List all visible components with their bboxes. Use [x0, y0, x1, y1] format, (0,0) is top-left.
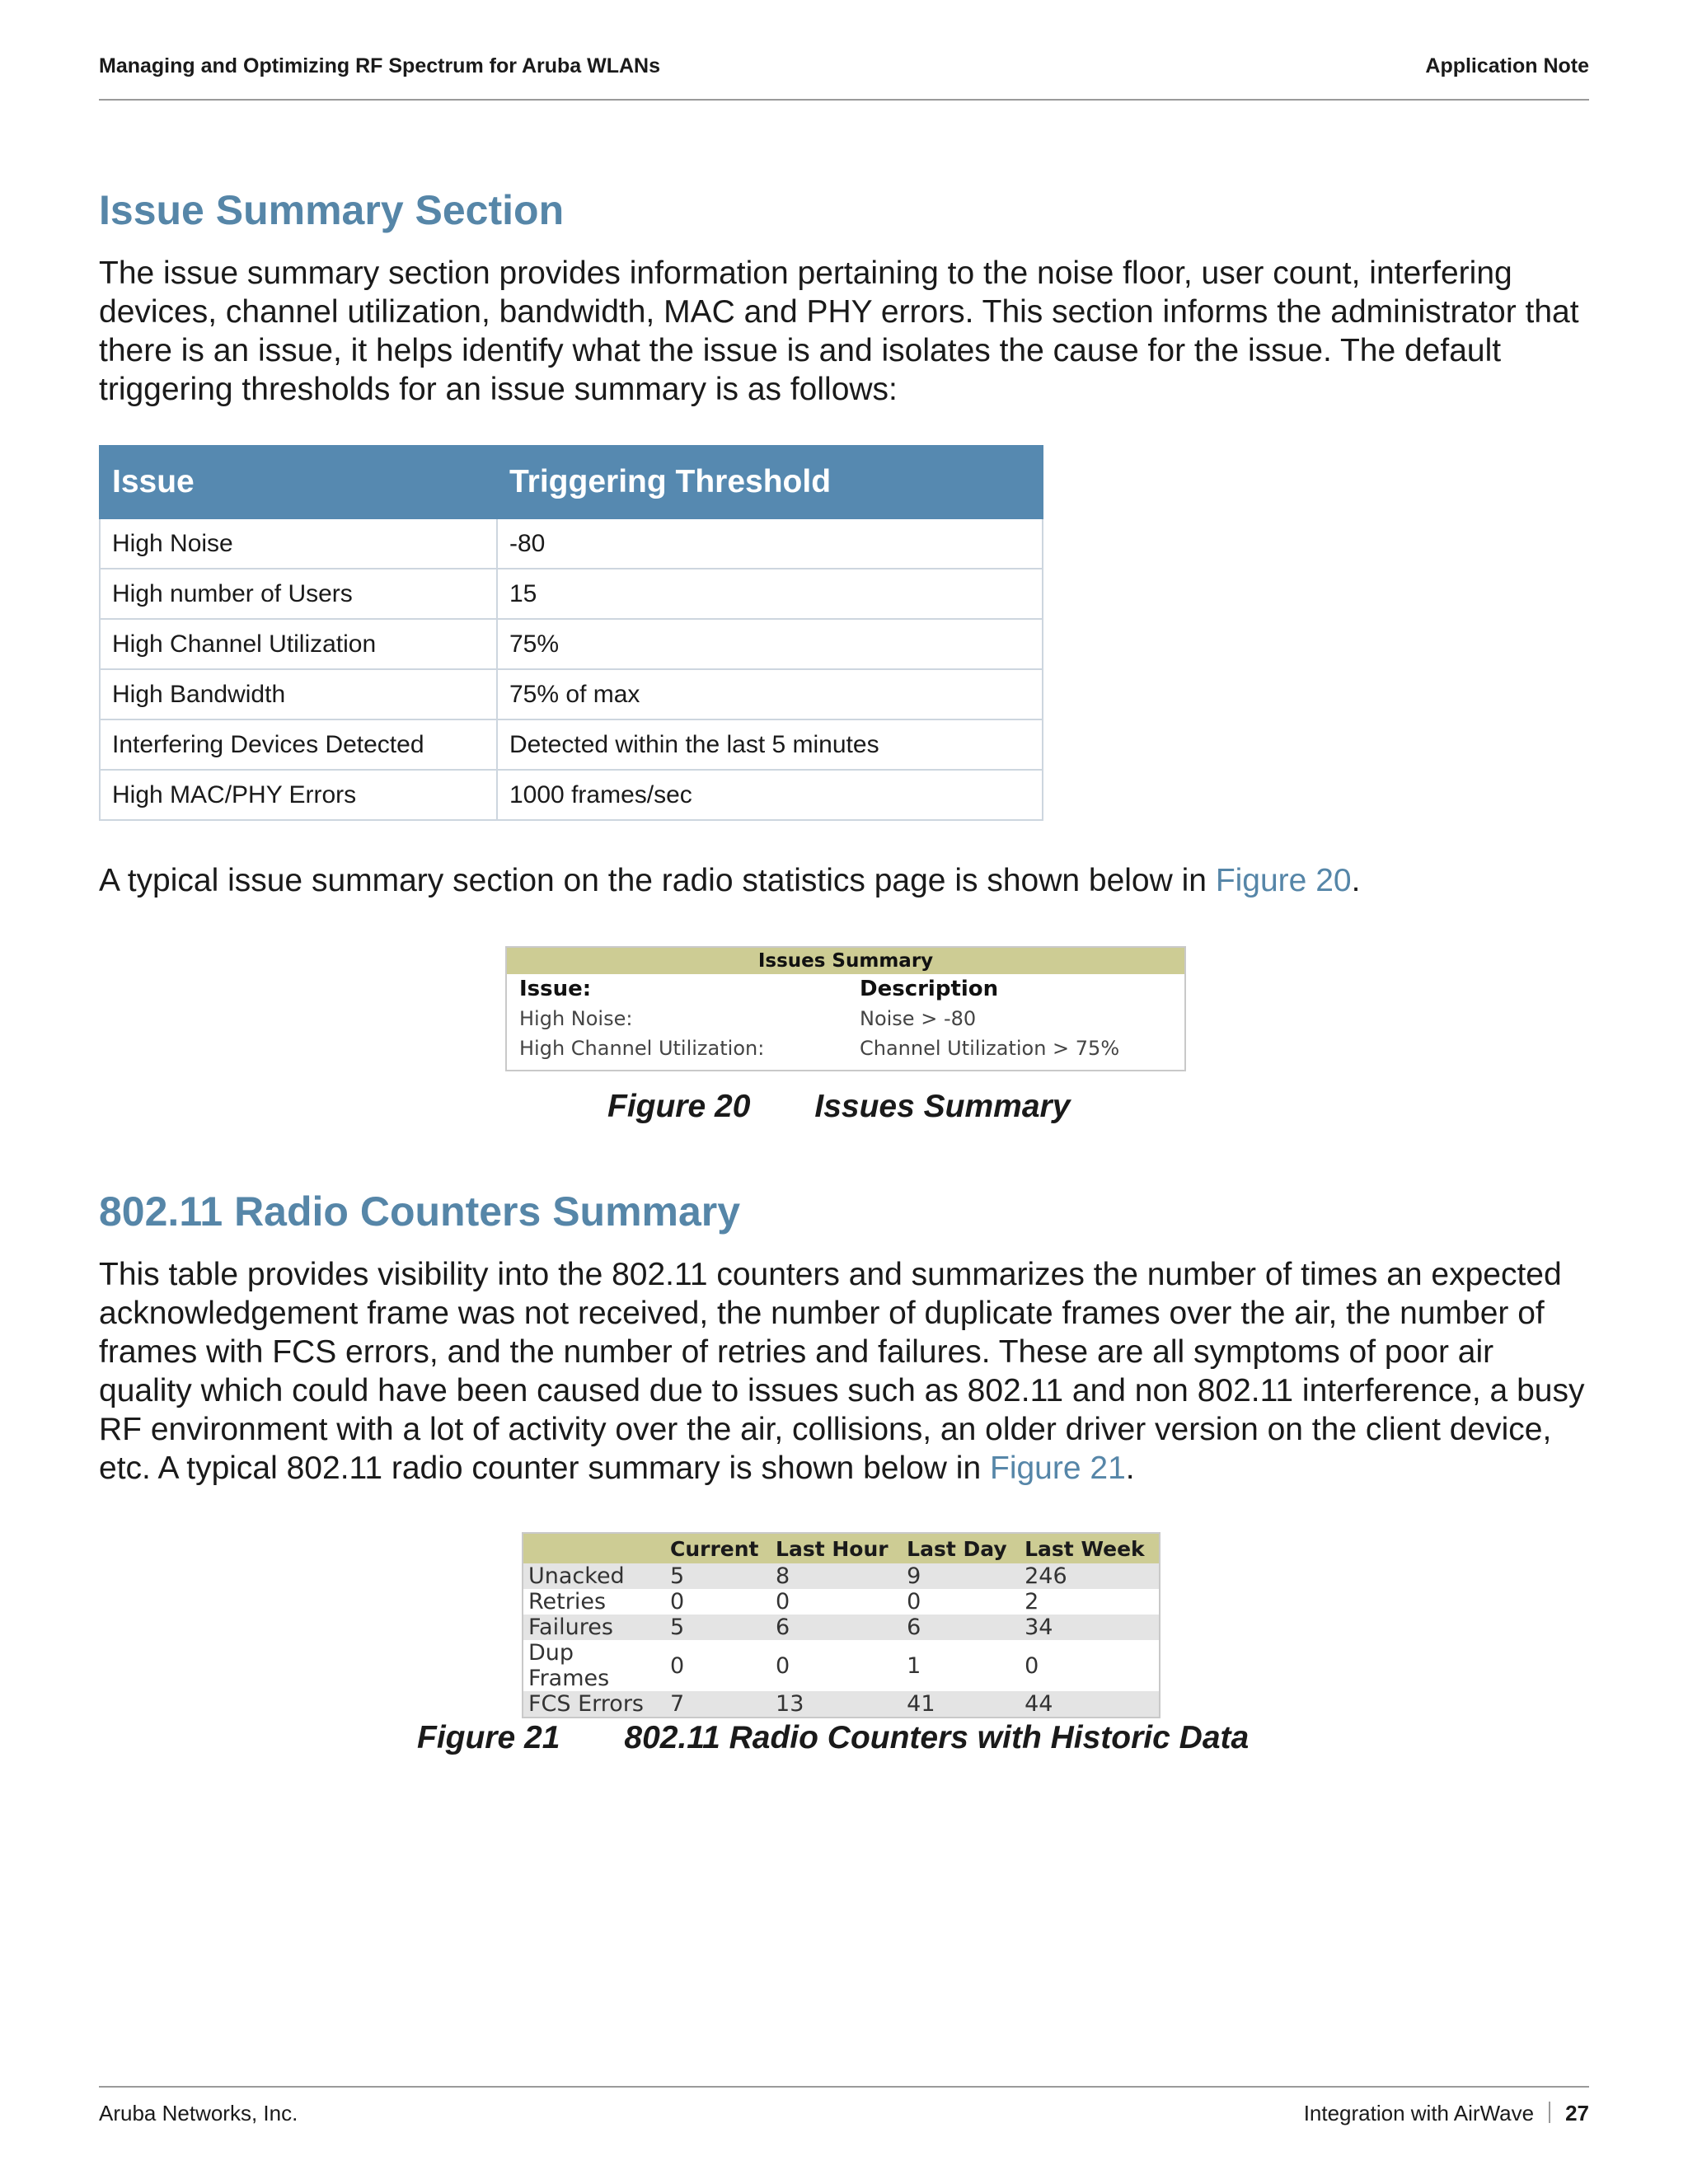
page-footer [99, 2086, 1589, 2137]
section-heading-radio-counters: 802.11 Radio Counters Summary [99, 1188, 741, 1235]
caption-number: Figure 21 [417, 1720, 560, 1755]
table-row [523, 1589, 1160, 1615]
threshold-cell: 75% [497, 619, 1043, 669]
counter-value: 8 [771, 1563, 902, 1589]
counter-value: 13 [771, 1691, 902, 1718]
figure-20-caption [607, 1089, 1070, 1125]
threshold-cell: Detected within the last 5 minutes [497, 719, 1043, 770]
counter-name: Unacked [523, 1563, 665, 1589]
counter-value: 6 [771, 1615, 902, 1640]
list-item [507, 1004, 1184, 1033]
counter-value: 44 [1020, 1691, 1160, 1718]
page-header [99, 51, 1589, 101]
page-number: 27 [1565, 2101, 1589, 2125]
issues-summary-title: Issues Summary [507, 948, 1184, 974]
company-name: Aruba Networks, Inc. [99, 2101, 298, 2125]
counter-value: 34 [1020, 1615, 1160, 1640]
issues-summary-figure [505, 946, 1186, 1071]
table-row [100, 619, 1043, 669]
issue-cell: High Channel Utilization [100, 619, 497, 669]
issue-cell: Interfering Devices Detected [100, 719, 497, 770]
figure-21-caption [417, 1720, 1249, 1756]
current-header: Current [665, 1533, 771, 1563]
counter-value: 9 [902, 1563, 1020, 1589]
counter-value: 1 [907, 1652, 921, 1679]
description-column-label: Description [860, 977, 999, 1001]
issue-name: High Noise: [519, 1007, 633, 1030]
issue-description: Channel Utilization > 75% [860, 1037, 1120, 1060]
counter-value: 246 [1020, 1563, 1160, 1589]
table-row [523, 1563, 1160, 1589]
counter-value: 7 [665, 1691, 771, 1718]
last-day-header: Last Day [902, 1533, 1020, 1563]
radio-counters-table [522, 1532, 1160, 1718]
figure-20-link[interactable]: Figure 20 [1215, 863, 1352, 898]
counter-value: 5 [665, 1563, 771, 1589]
issue-cell: High Bandwidth [100, 669, 497, 719]
counter-name: Retries [528, 1589, 607, 1615]
threshold-cell: -80 [497, 518, 1043, 569]
counter-name: FCS Errors [523, 1691, 665, 1718]
figure-20-reference-paragraph [99, 861, 1591, 900]
counter-value: 0 [1025, 1652, 1039, 1679]
footer-divider [1549, 2102, 1550, 2123]
counter-value: 0 [907, 1589, 921, 1615]
radio-counters-paragraph [99, 1255, 1591, 1488]
table-row [100, 770, 1043, 820]
document-title: Managing and Optimizing RF Spectrum for Aruba WLANs [99, 54, 661, 77]
paragraph-end: . [1125, 1451, 1135, 1486]
footer-right [1304, 2101, 1589, 2126]
counter-name: Failures [523, 1615, 665, 1640]
table-row [523, 1691, 1160, 1718]
figure-ref-end: . [1351, 863, 1361, 898]
table-row [523, 1640, 1160, 1691]
issue-column-label: Issue: [519, 977, 592, 1001]
counter-name: Dup Frames [528, 1640, 610, 1691]
chapter-name: Integration with AirWave [1303, 2101, 1535, 2125]
counter-header [523, 1533, 665, 1563]
counter-value: 6 [902, 1615, 1020, 1640]
last-week-header: Last Week [1020, 1533, 1160, 1563]
caption-title: Issues Summary [814, 1089, 1071, 1124]
counter-value: 0 [776, 1589, 790, 1615]
table-row [100, 518, 1043, 569]
issue-summary-paragraph: The issue summary section provides information pertaining to the noise floor, user count, interfering devices, channel utilization, bandwidth, MAC and PHY errors. This section informs the administrator that there is an issue, it helps identify what the issue is and isolates the cause for the issue. The default triggering thresholds for an issue summary is as follows: [99, 255, 1579, 407]
table-row [100, 719, 1043, 770]
threshold-cell: 1000 frames/sec [497, 770, 1043, 820]
counter-value: 0 [670, 1589, 685, 1615]
figure-ref-text: A typical issue summary section on the radio statistics page is shown below in [99, 863, 1216, 898]
last-hour-header: Last Hour [771, 1533, 902, 1563]
issue-name: High Channel Utilization: [519, 1037, 765, 1060]
figure-21-link[interactable]: Figure 21 [990, 1451, 1126, 1486]
table-row [523, 1615, 1160, 1640]
counter-value: 41 [902, 1691, 1020, 1718]
radio-counters-text: This table provides visibility into the 802.11 counters and summarizes the number of times an expected acknowledgement frame was not received, the number of duplicate frames over the air, the number of frames with FCS errors, and the number of retries and failures. These are all symptoms of poor air quality which could have been caused due to issues such as 802.11 and non 802.11 interference, a busy RF environment with a lot of activity over the air, collisions, an older driver version on the client device, etc. A typical 802.11 radio counter summary is shown below in [99, 1257, 1585, 1486]
caption-number: Figure 20 [607, 1089, 751, 1124]
issues-summary-header-row [507, 974, 1184, 1004]
caption-title: 802.11 Radio Counters with Historic Data [624, 1720, 1250, 1755]
counter-value: 2 [1025, 1589, 1039, 1615]
table-row [100, 669, 1043, 719]
document-type: Application Note [1425, 54, 1589, 77]
list-item [507, 1033, 1184, 1063]
issue-cell: High number of Users [100, 569, 497, 619]
threshold-cell: 75% of max [497, 669, 1043, 719]
counter-value: 0 [776, 1652, 790, 1679]
issue-cell: High Noise [100, 518, 497, 569]
column-header-issue: Issue [100, 446, 497, 518]
section-heading-issue-summary: Issue Summary Section [99, 187, 565, 233]
issue-cell: High MAC/PHY Errors [100, 770, 497, 820]
counter-value: 0 [670, 1652, 685, 1679]
table-header-row [523, 1533, 1160, 1563]
counter-value: 5 [665, 1615, 771, 1640]
issue-description: Noise > -80 [860, 1007, 977, 1030]
threshold-table [99, 445, 1043, 821]
table-header-row [100, 446, 1043, 518]
table-row [100, 569, 1043, 619]
column-header-threshold: Triggering Threshold [497, 446, 1043, 518]
threshold-cell: 15 [497, 569, 1043, 619]
